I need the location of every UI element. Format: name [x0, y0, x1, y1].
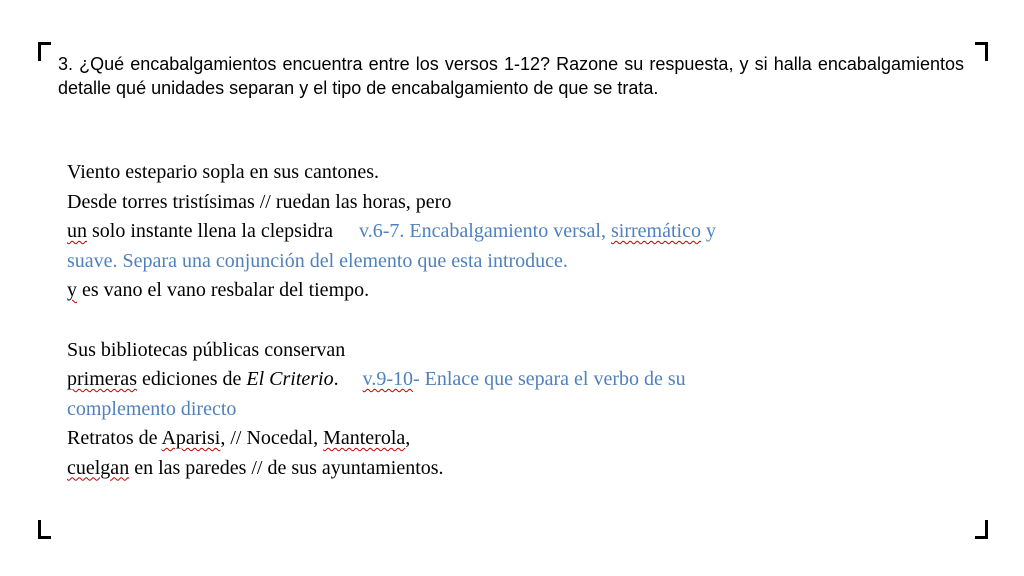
- verse-line: [67, 158, 927, 188]
- annotation-note: [363, 368, 686, 390]
- verse-text: solo instante llena la clepsidra: [87, 220, 334, 242]
- book-title: El Criterio: [246, 368, 334, 390]
- verse-line-with-note: [67, 365, 927, 395]
- spellcheck-word: un: [67, 220, 87, 242]
- verse-text: Viento estepario sopla en sus cantones.: [67, 161, 380, 183]
- spellcheck-word: cuelgan: [67, 456, 130, 479]
- verse-text: , // Nocedal,: [220, 427, 324, 449]
- spellcheck-word: Manterola: [323, 427, 406, 449]
- annotation-text: complemento directo: [67, 397, 237, 420]
- annotation-text: suave. Separa una conjunción del elemento que esta introduce.: [67, 249, 568, 272]
- corner-mark-top-left: [38, 42, 51, 61]
- spellcheck-word: y: [67, 279, 77, 301]
- verse-text: ediciones de: [136, 368, 247, 390]
- verse-line: [67, 276, 927, 306]
- annotation-note-line: [67, 395, 927, 425]
- verse-text: Sus bibliotecas públicas conservan: [67, 338, 346, 361]
- corner-mark-bottom-right: [975, 520, 988, 539]
- verse-text: en las paredes // de sus ayuntamientos.: [129, 456, 444, 479]
- annotation-text: v.6-7. Encabalgamiento versal,: [359, 220, 611, 242]
- verse-line: [67, 454, 927, 484]
- question-text: 3. ¿Qué encabalgamientos encuentra entre los versos 1-12? Razone su respuesta, y si halla encabalgamientos detalle qué unidades separan y el tipo de encabalgamiento de que se trata.: [58, 54, 964, 98]
- spellcheck-word: v.9-10: [362, 368, 413, 390]
- verse-line: [67, 188, 927, 218]
- verse-line: [67, 336, 927, 366]
- spellcheck-word: Aparisi: [161, 427, 221, 449]
- spellcheck-word: primeras: [67, 368, 137, 390]
- poem-excerpt: [67, 158, 927, 483]
- verse-text: Desde torres tristísimas // ruedan las horas, pero: [67, 190, 452, 213]
- verse-line-with-note: [67, 217, 927, 247]
- verse-text: Retratos de: [67, 427, 162, 449]
- annotation-note: [359, 220, 716, 242]
- verse-line: [67, 424, 927, 454]
- annotation-text: - Enlace que separa el verbo de su: [413, 368, 686, 390]
- verse-text: .: [333, 368, 339, 390]
- corner-mark-bottom-left: [38, 520, 51, 539]
- corner-mark-top-right: [975, 42, 988, 61]
- verse-text: ,: [405, 427, 411, 449]
- spellcheck-word: sirremático: [611, 220, 701, 242]
- annotation-text: y: [700, 220, 716, 242]
- stanza-gap: [67, 306, 927, 336]
- annotation-note-line: [67, 247, 927, 277]
- verse-text: es vano el vano resbalar del tiempo.: [77, 279, 370, 301]
